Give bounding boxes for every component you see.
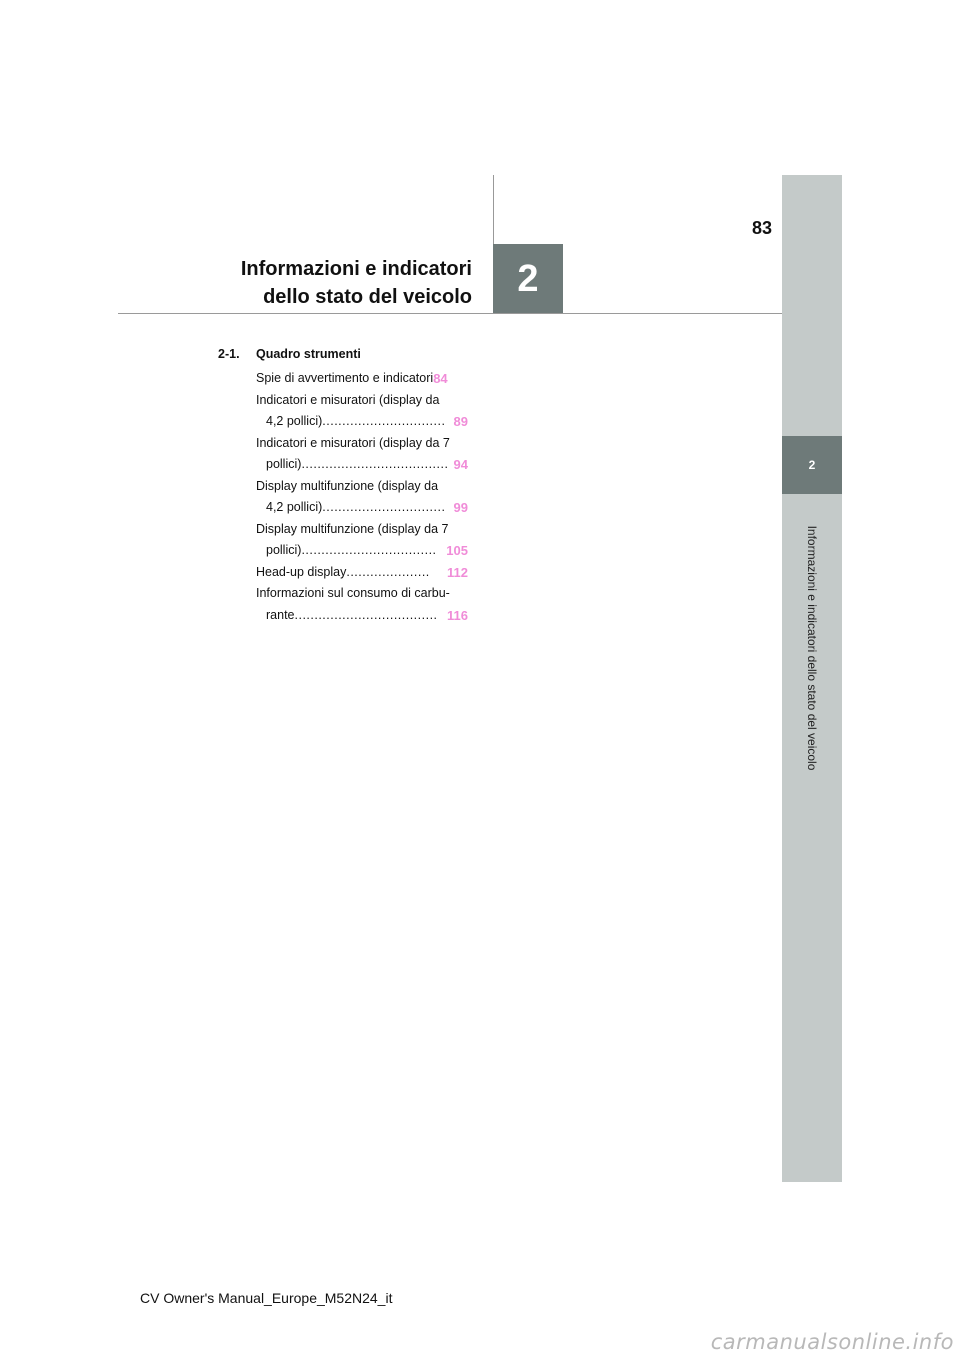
- chapter-title-line1: Informazioni e indicatori: [240, 258, 472, 280]
- toc-entry-title: Display multifunzione (display da: [256, 478, 439, 493]
- toc-entry-leader: ...............................: [322, 414, 446, 428]
- section-heading: [218, 346, 468, 368]
- toc-entry-page[interactable]: 99: [453, 500, 468, 515]
- toc-entry[interactable]: [218, 519, 468, 562]
- toc-entry-leader: ....................................: [294, 607, 438, 622]
- toc-entry-title: Indicatori e misuratori (display da 7: [256, 435, 450, 450]
- toc-entry[interactable]: [218, 476, 468, 519]
- toc-entry-page[interactable]: 105: [446, 543, 468, 558]
- toc-entry-title-cont: pollici): [266, 457, 302, 471]
- watermark: carmanualsonline.info: [710, 1330, 954, 1354]
- toc-entry-title: Spie di avvertimento e indicatori: [256, 371, 434, 385]
- toc-entry[interactable]: [218, 368, 468, 390]
- toc-entry-title: Head-up display: [256, 564, 347, 579]
- toc-entry-title-cont: 4,2 pollici): [266, 500, 323, 514]
- toc-entry-page[interactable]: 116: [447, 607, 468, 623]
- table-of-contents: [218, 346, 468, 626]
- chapter-title-line2: dello stato del veicolo: [263, 286, 472, 308]
- toc-entry-leader: ...............................: [322, 500, 446, 514]
- toc-entry-title: Indicatori e misuratori (display da: [256, 392, 440, 407]
- toc-entry-title-cont: pollici): [266, 543, 302, 557]
- toc-entry[interactable]: [218, 562, 468, 584]
- toc-entry[interactable]: [218, 583, 468, 626]
- toc-entry-page[interactable]: 112: [447, 564, 468, 580]
- footer-manual-id: CV Owner's Manual_Europe_M52N24_it: [140, 1290, 393, 1306]
- section-title: Quadro strumenti: [256, 347, 361, 361]
- toc-entry[interactable]: [218, 433, 468, 476]
- toc-entry-title: Informazioni sul consumo di carbu-: [256, 586, 450, 600]
- toc-entry-leader: .....................: [346, 564, 430, 579]
- chapter-title: [230, 255, 472, 311]
- header-divider-vertical: [493, 175, 494, 245]
- toc-entry-leader: ..................................: [301, 543, 437, 557]
- toc-entry-page[interactable]: 84: [433, 371, 448, 386]
- toc-entry-title-cont: rante: [266, 607, 295, 622]
- page-number: 83: [751, 218, 772, 238]
- section-number: 2-1.: [218, 347, 240, 361]
- toc-entry[interactable]: [218, 390, 468, 433]
- toc-entry-title: Display multifunzione (display da 7: [256, 521, 449, 536]
- toc-entry-leader: .....................................: [301, 457, 449, 471]
- side-tab-number[interactable]: 2: [782, 436, 842, 494]
- toc-entry-page[interactable]: 89: [453, 414, 468, 429]
- toc-entry-title-cont: 4,2 pollici): [266, 414, 323, 428]
- chapter-number-box: 2: [493, 244, 563, 314]
- header-divider-horizontal: [118, 313, 782, 314]
- toc-entry-page[interactable]: 94: [453, 457, 468, 472]
- side-tab-label: Informazioni e indicatori dello stato del veicolo: [805, 525, 819, 771]
